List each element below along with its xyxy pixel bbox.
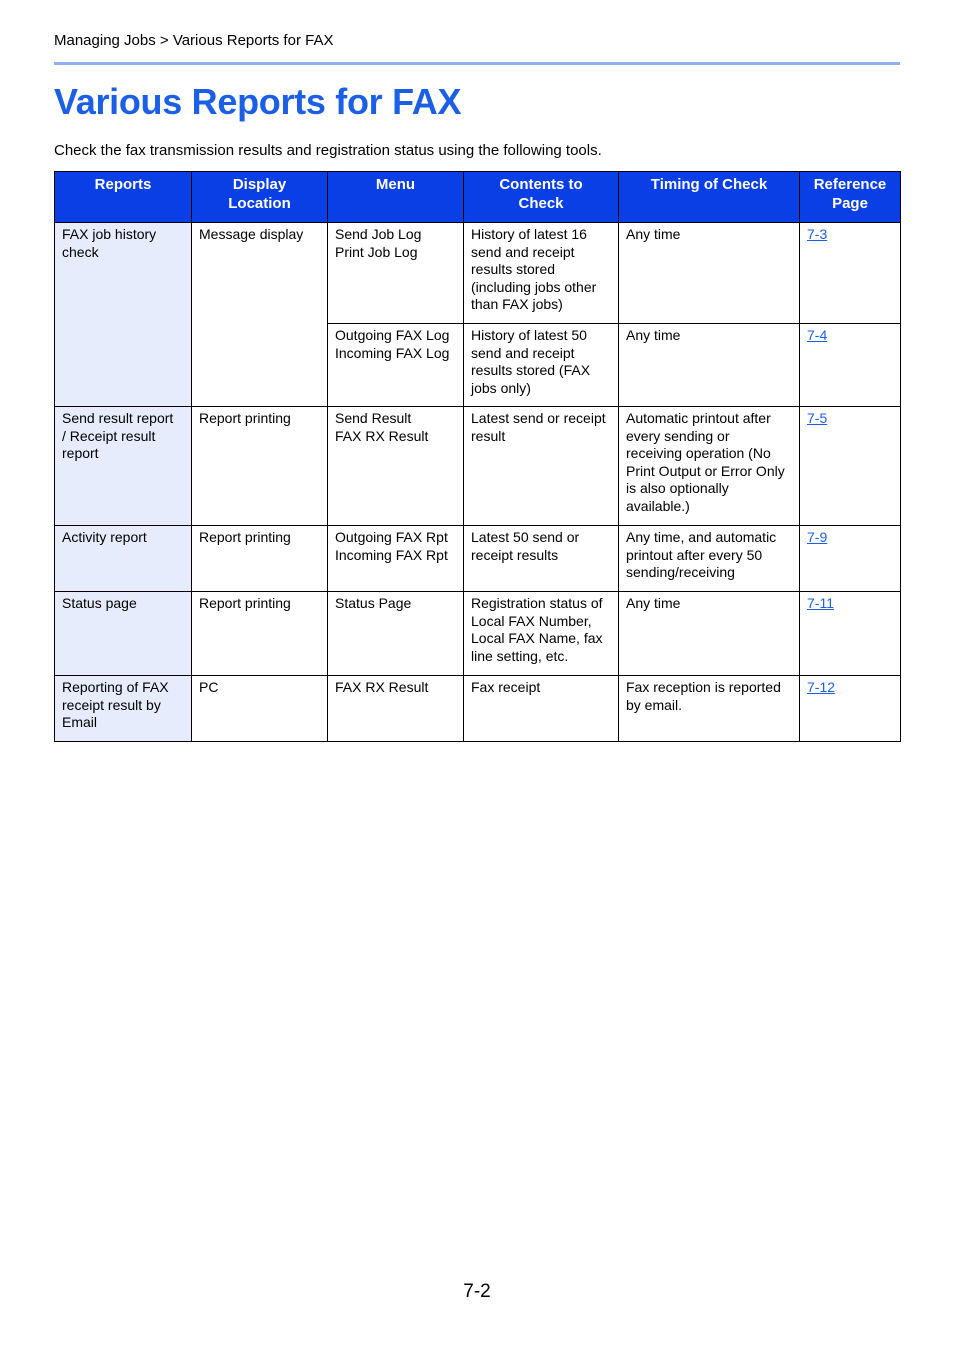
breadcrumb: Managing Jobs > Various Reports for FAX bbox=[54, 32, 334, 49]
column-header-reports: Reports bbox=[55, 172, 192, 223]
column-header-reference-page: Reference Page bbox=[800, 172, 901, 223]
report-name-cell: Activity report bbox=[55, 526, 192, 592]
table-row bbox=[55, 676, 901, 742]
reference-link[interactable]: 7-9 bbox=[807, 529, 828, 545]
contents-cell: Latest send or receipt result bbox=[464, 407, 619, 526]
timing-cell: Fax reception is reported by email. bbox=[619, 676, 800, 742]
report-name-cell: FAX job history check bbox=[55, 223, 192, 407]
reference-cell bbox=[800, 676, 901, 742]
page-title: Various Reports for FAX bbox=[54, 81, 462, 122]
menu-cell: Outgoing FAX Log Incoming FAX Log bbox=[328, 324, 464, 407]
table-row bbox=[55, 592, 901, 676]
timing-cell: Any time bbox=[619, 324, 800, 407]
table-row bbox=[55, 526, 901, 592]
reference-cell bbox=[800, 592, 901, 676]
timing-cell: Any time bbox=[619, 223, 800, 324]
contents-cell: History of latest 16 send and receipt results stored (including jobs other than FAX jobs) bbox=[464, 223, 619, 324]
display-location-cell: Message display bbox=[192, 223, 328, 407]
contents-cell: Fax receipt bbox=[464, 676, 619, 742]
reference-link[interactable]: 7-4 bbox=[807, 327, 828, 343]
timing-cell: Automatic printout after every sending or receiving operation (No Print Output or Error Only is also optionally available.) bbox=[619, 407, 800, 526]
page-number: 7-2 bbox=[463, 1281, 491, 1302]
display-location-cell: Report printing bbox=[192, 407, 328, 526]
table-header-row bbox=[55, 172, 901, 223]
reference-cell bbox=[800, 324, 901, 407]
contents-cell: History of latest 50 send and receipt results stored (FAX jobs only) bbox=[464, 324, 619, 407]
timing-cell: Any time, and automatic printout after every 50 sending/receiving bbox=[619, 526, 800, 592]
report-name-cell: Send result report / Receipt result report bbox=[55, 407, 192, 526]
reference-cell bbox=[800, 223, 901, 324]
display-location-cell: PC bbox=[192, 676, 328, 742]
reference-link[interactable]: 7-3 bbox=[807, 226, 828, 242]
column-header-display-location: Display Location bbox=[192, 172, 328, 223]
timing-cell: Any time bbox=[619, 592, 800, 676]
column-header-timing-of-check: Timing of Check bbox=[619, 172, 800, 223]
reference-link[interactable]: 7-12 bbox=[807, 679, 836, 695]
report-name-cell: Status page bbox=[55, 592, 192, 676]
reference-link[interactable]: 7-5 bbox=[807, 410, 828, 426]
intro-text: Check the fax transmission results and registration status using the following tools. bbox=[54, 142, 602, 159]
reference-cell bbox=[800, 526, 901, 592]
report-name-cell: Reporting of FAX receipt result by Email bbox=[55, 676, 192, 742]
contents-cell: Registration status of Local FAX Number, Local FAX Name, fax line setting, etc. bbox=[464, 592, 619, 676]
menu-cell: Status Page bbox=[328, 592, 464, 676]
display-location-cell: Report printing bbox=[192, 592, 328, 676]
column-header-contents-to-check: Contents to Check bbox=[464, 172, 619, 223]
reference-link[interactable]: 7-11 bbox=[807, 595, 834, 611]
display-location-cell: Report printing bbox=[192, 526, 328, 592]
menu-cell: Send Result FAX RX Result bbox=[328, 407, 464, 526]
contents-cell: Latest 50 send or receipt results bbox=[464, 526, 619, 592]
table-row bbox=[55, 223, 901, 324]
menu-cell: Outgoing FAX Rpt Incoming FAX Rpt bbox=[328, 526, 464, 592]
reference-cell bbox=[800, 407, 901, 526]
fax-reports-table bbox=[54, 171, 901, 742]
table-row bbox=[55, 407, 901, 526]
header-divider bbox=[54, 62, 900, 65]
column-header-menu: Menu bbox=[328, 172, 464, 223]
menu-cell: Send Job Log Print Job Log bbox=[328, 223, 464, 324]
menu-cell: FAX RX Result bbox=[328, 676, 464, 742]
